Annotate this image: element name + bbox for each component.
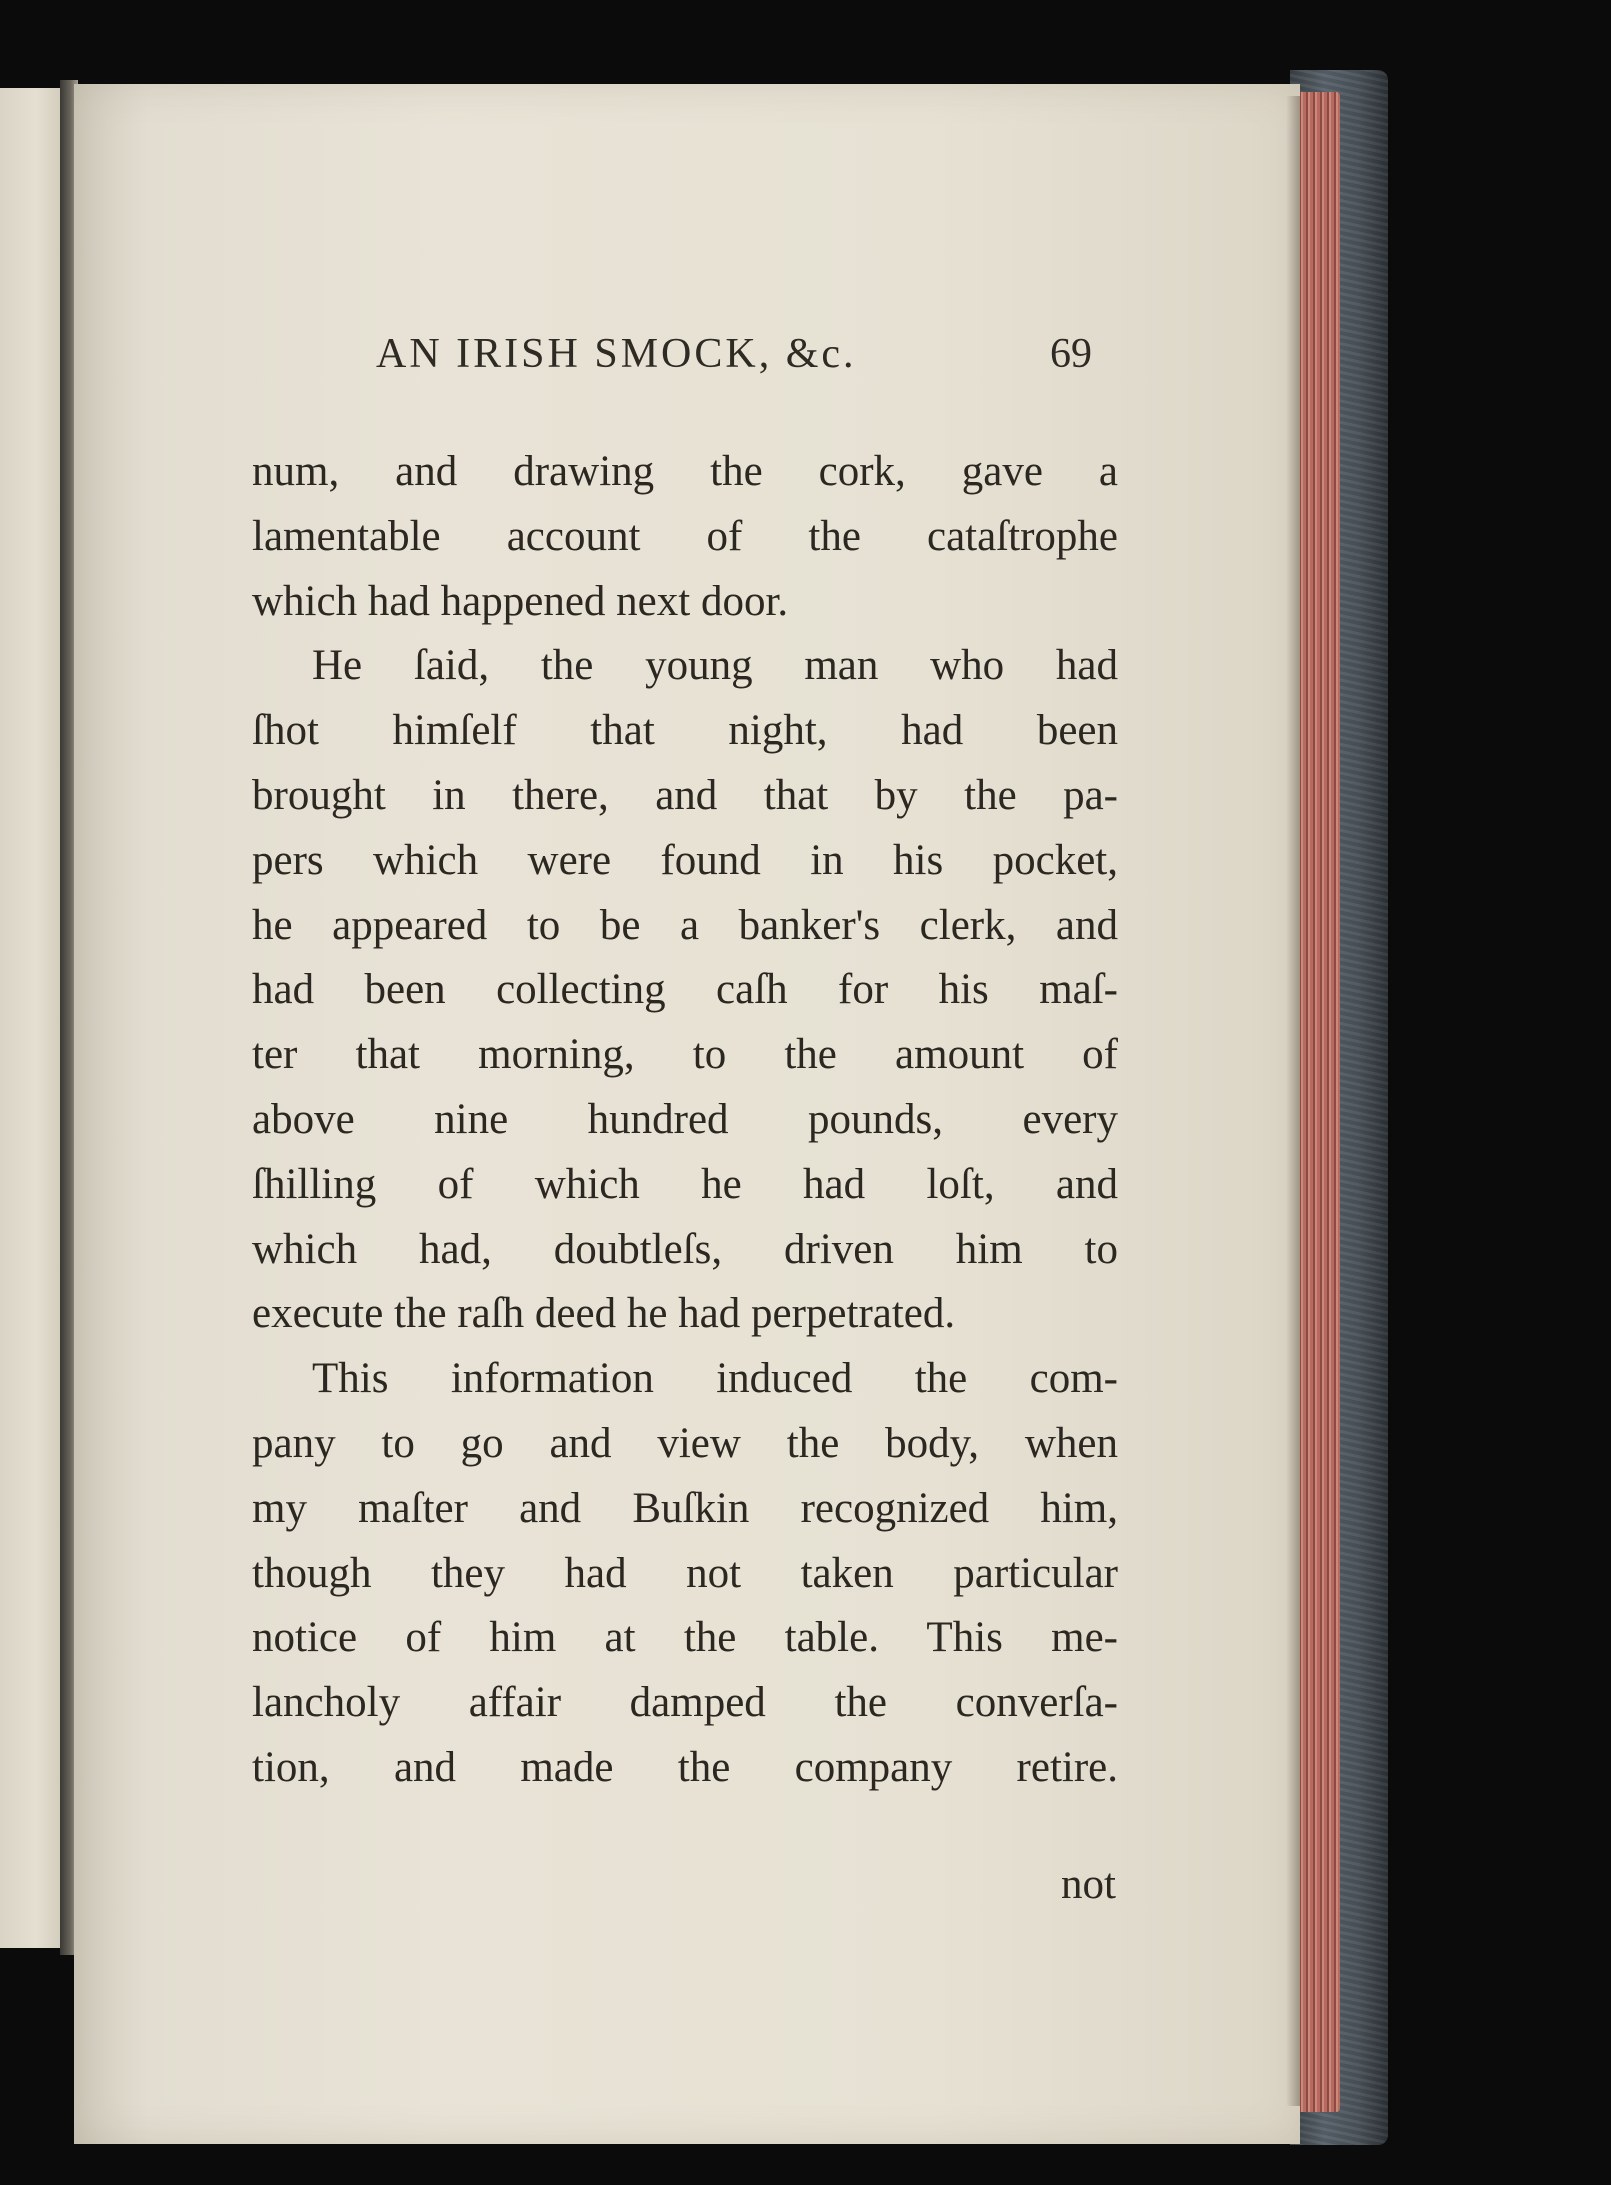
text-line: pers which were found in his pocket, [252,836,1118,884]
text-line: pany to go and view the body, when [252,1419,1118,1467]
text-line: which had, doubtleſs, driven him to [252,1225,1118,1273]
running-head [376,330,1116,390]
catchword: not [1061,1861,1116,1908]
text-line: tion, and made the company retire. [252,1743,1118,1791]
text-line: notice of him at the table. This me- [252,1614,1118,1662]
text-line: execute the raſh deed he had perpetrated. [252,1290,956,1338]
text-line: num, and drawing the cork, gave a [252,448,1118,495]
text-line: He ſaid, the young man who had [312,642,1118,690]
facing-page-edge [0,88,66,1948]
text-line: he appeared to be a banker's clerk, and [252,901,1118,949]
text-line: ter that morning, to the amount of [252,1031,1118,1079]
page-number: 69 [1050,331,1092,377]
text-line: brought in there, and that by the pa- [252,771,1118,819]
page-edge-shadow [1286,96,1300,2106]
running-head-title: AN IRISH SMOCK, &c. [376,331,857,377]
page-edges [1296,92,1340,2112]
text-line: had been collecting caſh for his maſ- [252,966,1118,1014]
text-line: ſhilling of which he had loſt, and [252,1160,1118,1208]
body-text [252,440,1118,1801]
text-line: which had happened next door. [252,577,789,625]
text-line: lamentable account of the cataſtrophe [252,512,1118,560]
text-line: ſhot himſelf that night, had been [252,707,1118,755]
text-line: lancholy affair damped the converſa- [252,1679,1118,1727]
text-line: though they had not taken particular [252,1549,1118,1597]
text-line: This information induced the com- [312,1355,1118,1403]
text-line: my maſter and Buſkin recognized him, [252,1484,1118,1532]
text-line: above nine hundred pounds, every [252,1095,1118,1143]
